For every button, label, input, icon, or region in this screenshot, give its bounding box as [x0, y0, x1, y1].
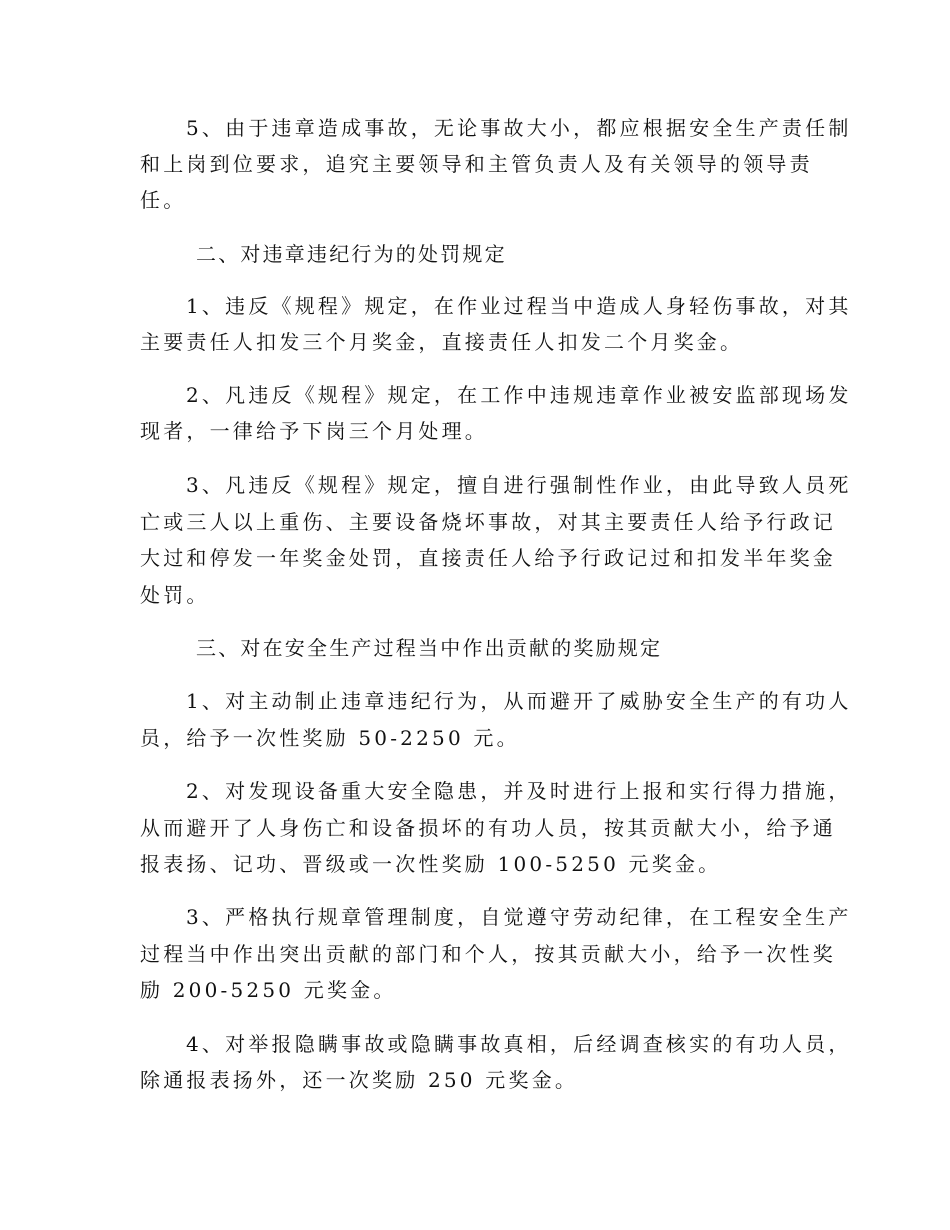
paragraph-line: 任。 [140, 188, 187, 212]
paragraph-line: 过程当中作出突出贡献的部门和个人，按其贡献大小，给予一次性奖 [140, 942, 836, 966]
paragraph-line: 励 200-5250 元奖金。 [140, 978, 397, 1002]
paragraph-line: 5、由于违章造成事故，无论事故大小，都应根据安全生产责任制 [186, 116, 852, 140]
paragraph-line: 亡或三人以上重伤、主要设备烧坏事故，对其主要责任人给予行政记 [140, 510, 836, 534]
paragraph-line: 1、违反《规程》规定，在作业过程当中造成人身轻伤事故，对其 [186, 294, 852, 318]
paragraph-line: 3、严格执行规章管理制度，自觉遵守劳动纪律，在工程安全生产 [186, 905, 852, 929]
paragraph-line: 2、对发现设备重大安全隐患，并及时进行上报和实行得力措施， [186, 779, 852, 803]
paragraph-line: 2、凡违反《规程》规定，在工作中违规违章作业被安监部现场发 [186, 383, 852, 407]
paragraph-line: 主要责任人扣发三个月奖金，直接责任人扣发二个月奖金。 [140, 330, 744, 354]
paragraph-line: 现者，一律给予下岗三个月处理。 [140, 419, 488, 443]
paragraph-line: 报表扬、记功、晋级或一次性奖励 100-5250 元奖金。 [140, 852, 722, 876]
paragraph-line: 除通报表扬外，还一次奖励 250 元奖金。 [140, 1068, 579, 1092]
paragraph-line: 3、凡违反《规程》规定，擅自进行强制性作业，由此导致人员死 [186, 473, 852, 497]
paragraph-line: 4、对举报隐瞒事故或隐瞒事故真相，后经调查核实的有功人员， [186, 1032, 852, 1056]
section-heading: 三、对在安全生产过程当中作出贡献的奖励规定 [196, 636, 663, 660]
paragraph-line: 从而避开了人身伤亡和设备损坏的有功人员，按其贡献大小，给予通 [140, 816, 836, 840]
paragraph-line: 和上岗到位要求，追究主要领导和主管负责人及有关领导的领导责 [140, 152, 813, 176]
paragraph-line: 大过和停发一年奖金处罚，直接责任人给予行政记过和扣发半年奖金 [140, 546, 836, 570]
paragraph-line: 1、对主动制止违章违纪行为，从而避开了威胁安全生产的有功人 [186, 689, 852, 713]
section-heading: 二、对违章违纪行为的处罚规定 [196, 242, 507, 266]
paragraph-line: 处罚。 [140, 583, 210, 607]
paragraph-line: 员，给予一次性奖励 50-2250 元。 [140, 726, 520, 750]
